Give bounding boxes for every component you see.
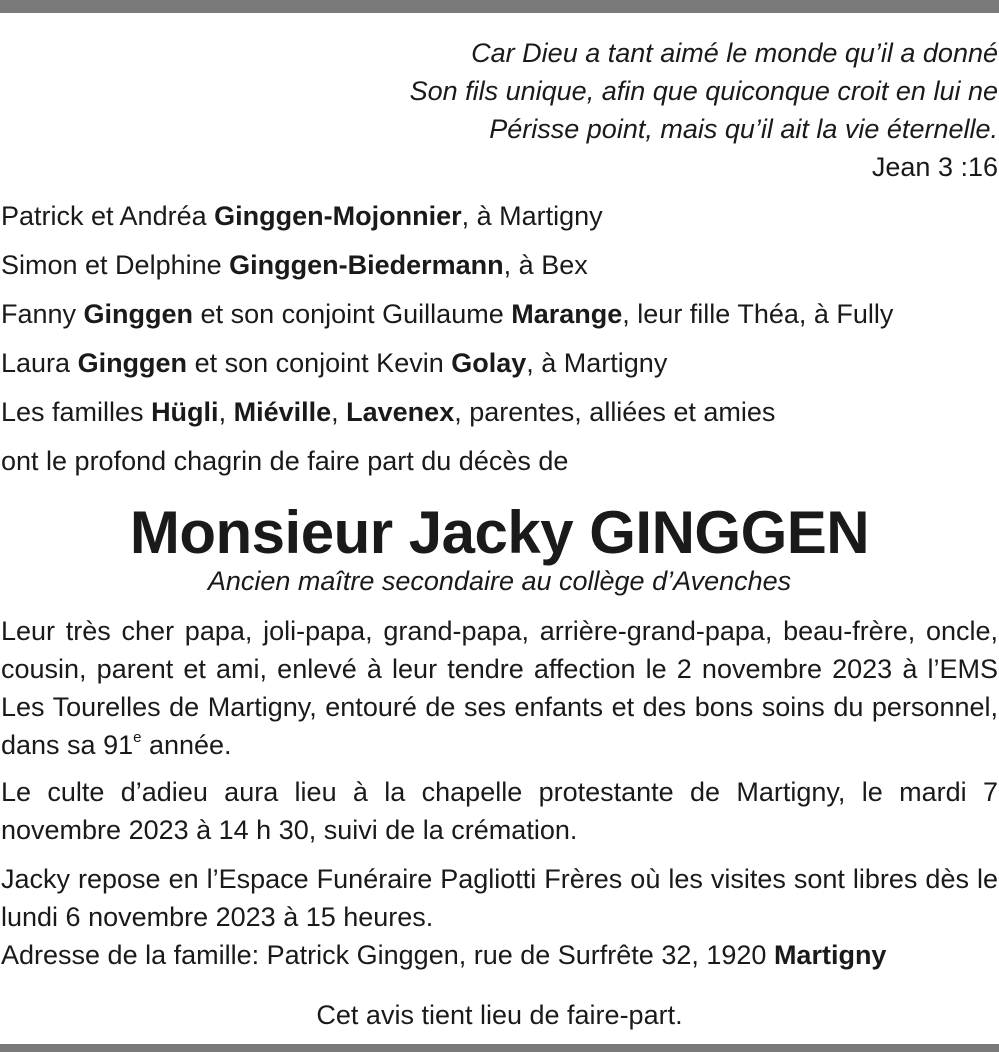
deceased-name: Monsieur Jacky GINGGEN [129,499,870,566]
family-text: ont le profond chagrin de faire part du décès de [1,446,569,476]
family-line [1,344,893,393]
family-text: Fanny [1,299,84,329]
quote-line: Car Dieu a tant aimé le monde qu’il a donné [471,38,998,68]
family-name: Lavenex [346,397,455,427]
family-line [1,393,893,442]
family-address [1,936,998,974]
family-text: et son conjoint Guillaume [193,299,512,329]
family-line [1,197,893,246]
address-city: Martigny [773,940,887,970]
family-line [1,246,893,295]
family-text: , parentes, alliées et amies [454,397,776,427]
tribute-paragraph [1,612,998,764]
family-text: et son conjoint Kevin [187,348,452,378]
top-border-rule [0,0,999,13]
family-name: Hügli [151,397,219,427]
tribute-text: année. [141,730,232,760]
address-text: Adresse de la famille: Patrick Ginggen, rue de Surfrête 32, 1920 [1,940,774,970]
tribute-text: Leur très cher papa, joli-papa, grand-papa, arrière-grand-papa, beau-frère, oncle, cousin, parent et ami, enlevé à leur tendre affection le 2 novembre 2023 à l’EMS Les Tourelles de Martigny, entouré de ses enfants et des bons soins du personnel, dans sa 91 [1,616,998,760]
closing-note: Cet avis tient lieu de faire-part. [316,1000,683,1030]
family-text: , [218,397,234,427]
ordinal-superscript: e [133,729,142,746]
family-text: Les familles [1,397,152,427]
deceased-title: Ancien maître secondaire au collège d’Avenches [207,566,792,596]
quote-line: Périsse point, mais qu’il ait la vie éternelle. [489,114,998,144]
family-name: Ginggen [77,348,188,378]
family-text: , à Martigny [461,201,603,231]
family-text: , [331,397,347,427]
family-text: , à Bex [503,250,588,280]
quote-reference: Jean 3 :16 [871,152,998,182]
bible-quote [410,34,998,186]
family-text: Simon et Delphine [1,250,230,280]
family-name: Ginggen-Biedermann [229,250,504,280]
family-line [1,295,893,344]
visitation-paragraph [1,860,998,974]
visitation-text: Jacky repose en l’Espace Funéraire Pagliotti Frères où les visites sont libres dès le lundi 6 novembre 2023 à 15 heures. [1,864,998,932]
quote-line: Son fils unique, afin que quiconque croit en lui ne [409,76,998,106]
family-name: Miéville [233,397,332,427]
announcement-line [1,442,893,491]
family-text: , à Martigny [526,348,668,378]
family-name: Ginggen [83,299,194,329]
family-name: Golay [451,348,527,378]
family-text: , leur fille Théa, à Fully [622,299,894,329]
family-text: Laura [1,348,78,378]
bottom-border-rule [0,1044,999,1052]
family-name: Marange [511,299,623,329]
ceremony-paragraph: Le culte d’adieu aura lieu à la chapelle protestante de Martigny, le mardi 7 novembre 2023 à 14 h 30, suivi de la crémation. [1,777,998,845]
family-name: Ginggen-Mojonnier [214,201,462,231]
family-list [1,197,893,491]
family-text: Patrick et Andréa [1,201,215,231]
